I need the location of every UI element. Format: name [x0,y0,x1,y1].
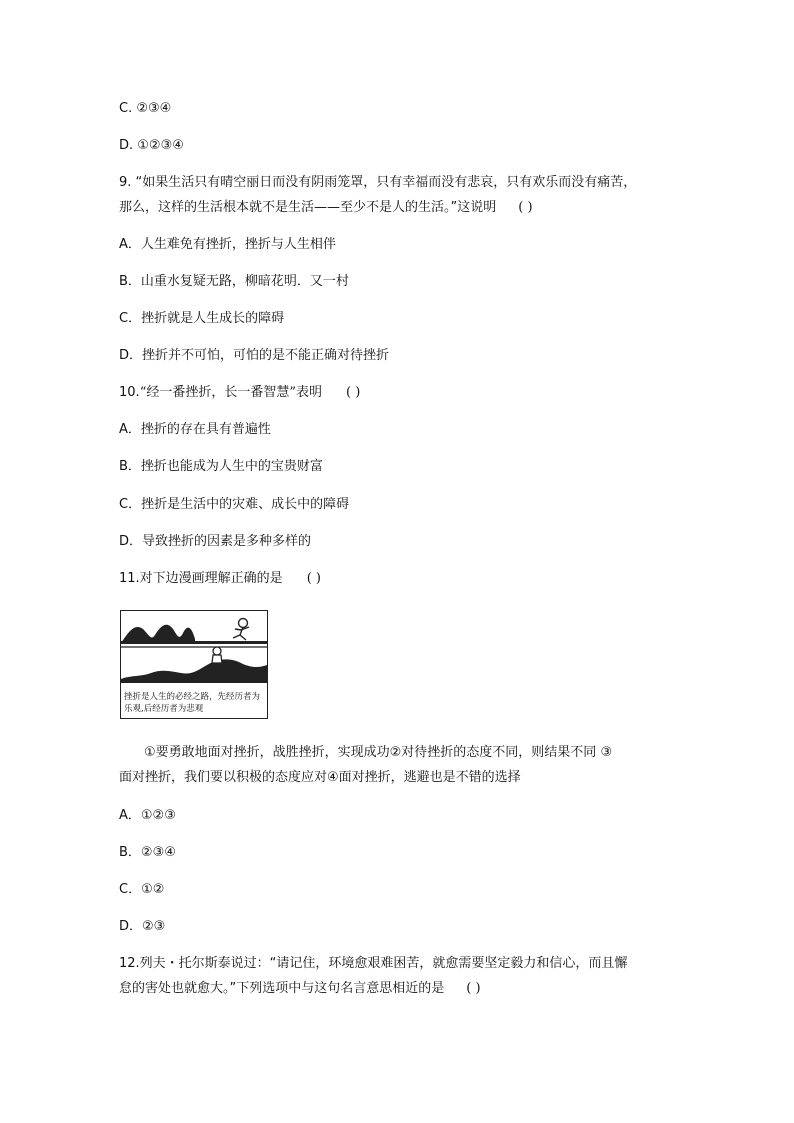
q10-option-d: D．导致挫折的因素是多种多样的 [119,534,312,549]
q11-statements-line2: 面对挫折，我们要以积极的态度应对④面对挫折，逃避也是不错的选择 [119,770,521,785]
q10-stem-text: “经一番挫折，长一番智慧”表明 [139,385,322,400]
climbing-figure [212,647,222,663]
q12-stem-text: 怠的害处也就愈大。”下列选项中与这句名言意思相近的是 [119,981,445,996]
q11-option-d: D．②③ [119,919,166,934]
q10-option-c: C．挫折是生活中的灾难、成长中的障碍 [119,497,350,512]
q10-stem [119,384,360,402]
q9-answer-bracket: ( ) [518,200,533,215]
q12-answer-bracket: ( ) [466,981,481,996]
q9-stem-line2 [119,199,533,217]
q9-option-a: A．人生难免有挫折，挫折与人生相伴 [119,237,336,252]
top-ground [121,641,267,644]
q11-stem-text: 11.对下边漫画理解正确的是 [119,571,283,586]
q11-statements-line1: ①要勇敢地面对挫折，战胜挫折，实现成功②对待挫折的态度不同，则结果不同 ③ [144,745,613,760]
q9-option-b: B．山重水复疑无路，柳暗花明．又一村 [119,274,349,289]
top-mountains-left [121,625,195,643]
q10-option-a: A．挫折的存在具有普遍性 [119,422,271,437]
q12-stem-line2 [119,980,481,998]
q11-stem [119,570,321,588]
q11-option-b: B．②③④ [119,845,176,860]
q11-cartoon [120,610,268,719]
q11-answer-bracket: ( ) [306,571,321,586]
q12-stem-line1: 12.列夫・托尔斯泰说过：“请记住，环境愈艰难困苦，就愈需要坚定毅力和信心，而且懈 [119,956,628,971]
q9-option-d: D．挫折并不可怕，可怕的是不能正确对待挫折 [119,348,390,363]
happy-runner-figure [233,619,249,641]
q9-stem-line1: 9. “如果生活只有晴空丽日而没有阴雨笼罩，只有幸福而没有悲哀，只有欢乐而没有痛苦， [119,175,637,190]
q8-option-d: D. ①②③④ [119,138,184,153]
q11-option-c: C．①② [119,882,165,897]
cartoon-drawing [121,611,267,689]
q10-number: 10. [119,385,140,400]
q8-option-c: C. ②③④ [119,101,172,116]
q10-answer-bracket: ( ) [345,385,361,400]
q9-option-c: C．挫折就是人生成长的障碍 [119,311,285,326]
q9-stem-conclusion: 这说明 [457,200,497,215]
q9-stem-quote-end: 那么，这样的生活根本就不是生活——至少不是人的生活。” [119,200,458,215]
q10-option-b: B．挫折也能成为人生中的宝贵财富 [119,459,323,474]
bottom-mountains [121,659,267,683]
q11-option-a: A．①②③ [119,808,176,823]
cartoon-caption: 挫折是人生的必经之路，先经历者为乐观,后经历者为悲观 [124,692,261,714]
